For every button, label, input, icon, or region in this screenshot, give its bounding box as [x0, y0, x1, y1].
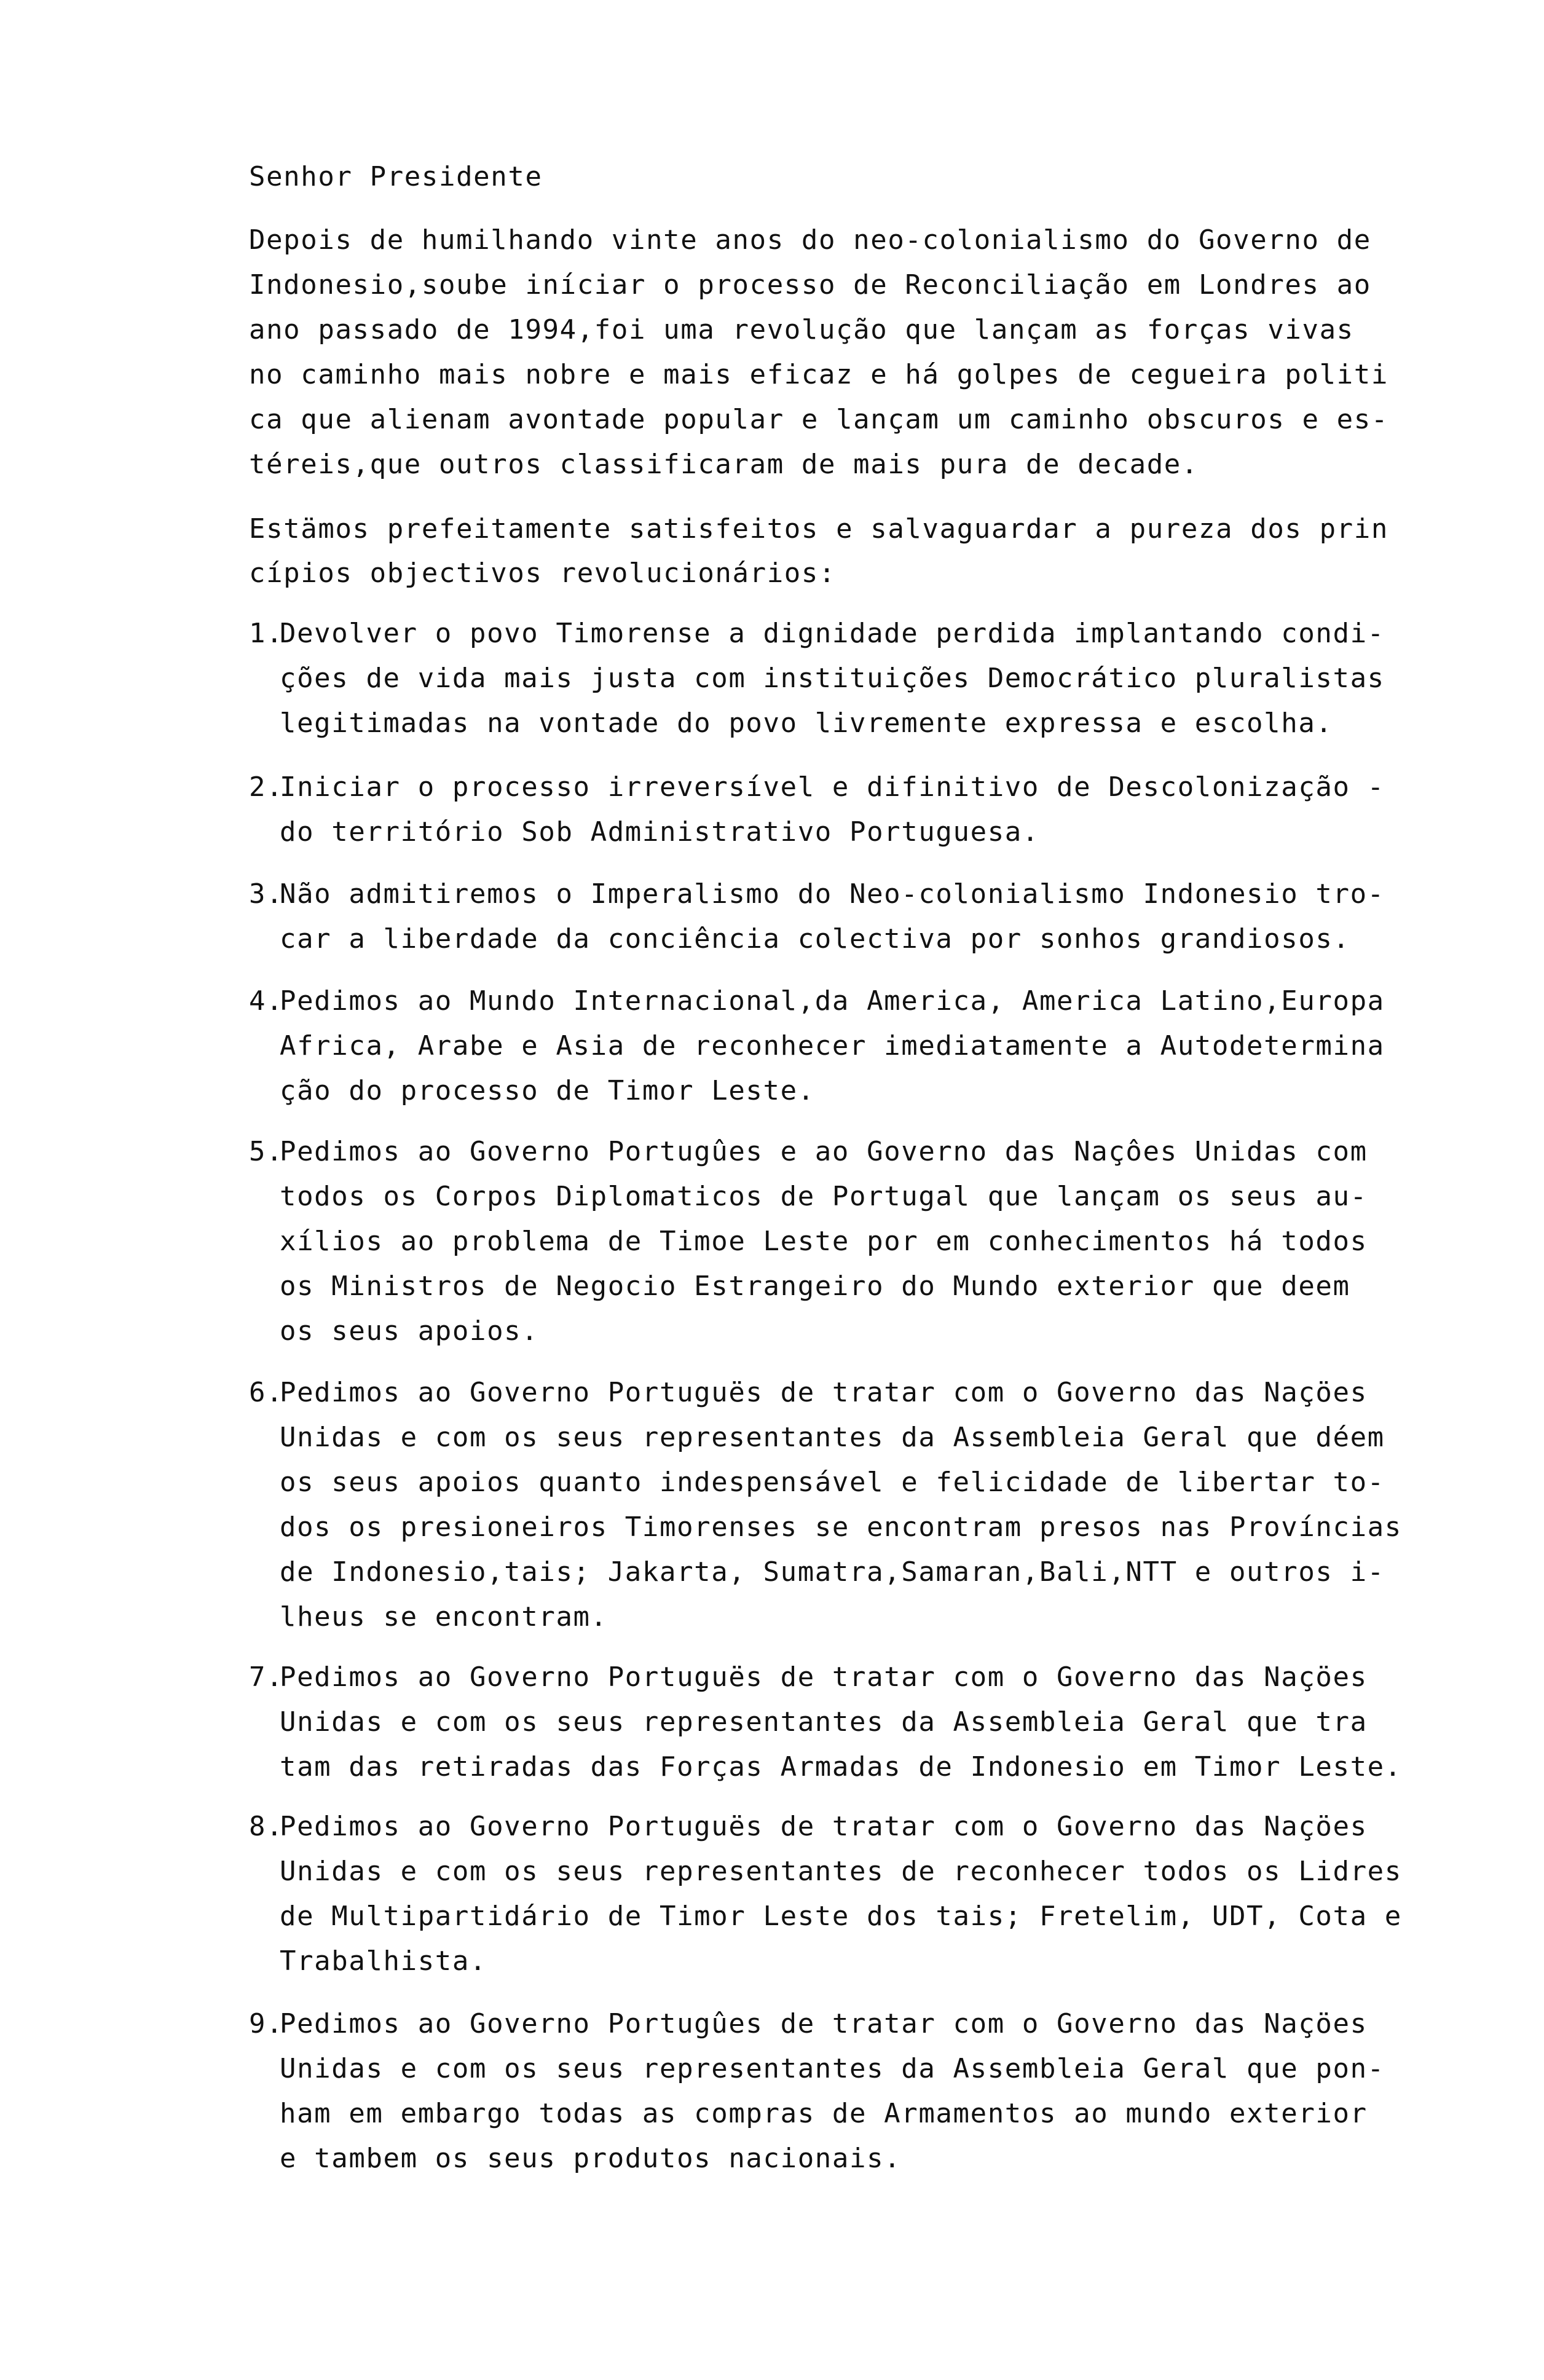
item-number: 3. — [249, 878, 284, 910]
item-number: 8. — [249, 1811, 284, 1842]
text-line: do território Sob Administrativo Portuguesa. — [280, 816, 1039, 848]
text-line: car a liberdade da conciência colectiva por sonhos grandiosos. — [280, 923, 1350, 955]
text-line: Iniciar o processo irreversível e difinitivo de Descolonização - — [280, 771, 1385, 803]
text-line: Pedimos ao Governo Portugûes de tratar com o Governo das Naçöes — [280, 2008, 1368, 2039]
text-line: Trabalhista. — [280, 1945, 487, 1977]
text-line: Pedimos ao Mundo Internacional,da America, America Latino,Europa — [280, 985, 1385, 1017]
text-line: legitimadas na vontade do povo livremente expressa e escolha. — [280, 707, 1333, 739]
text-line: Pedimos ao Governo Portuguës de tratar com o Governo das Naçöes — [280, 1811, 1368, 1842]
text-line: Pedimos ao Governo Portugûes e ao Governo das Naçôes Unidas com — [280, 1136, 1368, 1167]
text-line: lheus se encontram. — [280, 1601, 608, 1633]
text-line: ca que alienam avontade popular e lançam um caminho obscuros e es- — [249, 404, 1388, 435]
text-line: os Ministros de Negocio Estrangeiro do Mundo exterior que deem — [280, 1271, 1350, 1302]
text-line: ham em embargo todas as compras de Armamentos ao mundo exterior — [280, 2098, 1368, 2129]
text-line: cípios objectivos revolucionários: — [249, 558, 837, 589]
text-line: os seus apoios. — [280, 1315, 539, 1347]
item-number: 7. — [249, 1661, 284, 1693]
item-number: 9. — [249, 2008, 284, 2039]
text-line: Unidas e com os seus representantes da Assembleia Geral que tra — [280, 1706, 1368, 1738]
text-line: téreis,que outros classificaram de mais pura de decade. — [249, 449, 1199, 480]
text-line: tam das retiradas das Forças Armadas de Indonesio em Timor Leste. — [280, 1751, 1402, 1783]
text-line: Pedimos ao Governo Portuguës de tratar com o Governo das Naçöes — [280, 1661, 1368, 1693]
text-line: Unidas e com os seus representantes da Assembleia Geral que pon- — [280, 2053, 1385, 2084]
text-line: Africa, Arabe e Asia de reconhecer imediatamente a Autodetermina — [280, 1030, 1385, 1062]
item-number: 2. — [249, 771, 284, 803]
text-line: Estämos prefeitamente satisfeitos e salvaguardar a pureza dos prin — [249, 513, 1388, 545]
text-line: ções de vida mais justa com instituições Democrático pluralistas — [280, 663, 1385, 694]
item-number: 6. — [249, 1377, 284, 1408]
text-line: Unidas e com os seus representantes de reconhecer todos os Lidres — [280, 1856, 1402, 1887]
text-line: dos os presioneiros Timorenses se encontram presos nas Províncias — [280, 1511, 1402, 1543]
item-number: 1. — [249, 618, 284, 649]
text-line: Não admitiremos o Imperalismo do Neo-colonialismo Indonesio tro- — [280, 878, 1385, 910]
text-line: xílios ao problema de Timoe Leste por em conhecimentos há todos — [280, 1226, 1368, 1257]
item-number: 4. — [249, 985, 284, 1017]
text-line: e tambem os seus produtos nacionais. — [280, 2143, 902, 2174]
text-line: os seus apoios quanto indespensável e felicidade de libertar to- — [280, 1467, 1385, 1498]
text-line: de Multipartidário de Timor Leste dos tais; Fretelim, UDT, Cota e — [280, 1901, 1402, 1932]
text-line: no caminho mais nobre e mais eficaz e há golpes de cegueira politi — [249, 359, 1388, 390]
text-line: ção do processo de Timor Leste. — [280, 1075, 815, 1106]
text-line: Depois de humilhando vinte anos do neo-colonialismo do Governo de — [249, 224, 1371, 256]
salutation: Senhor Presidente — [249, 161, 543, 192]
text-line: ano passado de 1994,foi uma revolução que lançam as forças vivas — [249, 314, 1354, 345]
text-line: Unidas e com os seus representantes da Assembleia Geral que déem — [280, 1422, 1385, 1453]
text-line: todos os Corpos Diplomaticos de Portugal que lançam os seus au- — [280, 1181, 1368, 1212]
text-line: de Indonesio,tais; Jakarta, Sumatra,Samaran,Bali,NTT e outros i- — [280, 1556, 1385, 1588]
text-line: Devolver o povo Timorense a dignidade perdida implantando condi- — [280, 618, 1385, 649]
text-line: Pedimos ao Governo Portuguës de tratar com o Governo das Naçöes — [280, 1377, 1368, 1408]
item-number: 5. — [249, 1136, 284, 1167]
text-line: Indonesio,soube iníciar o processo de Reconciliação em Londres ao — [249, 269, 1371, 301]
